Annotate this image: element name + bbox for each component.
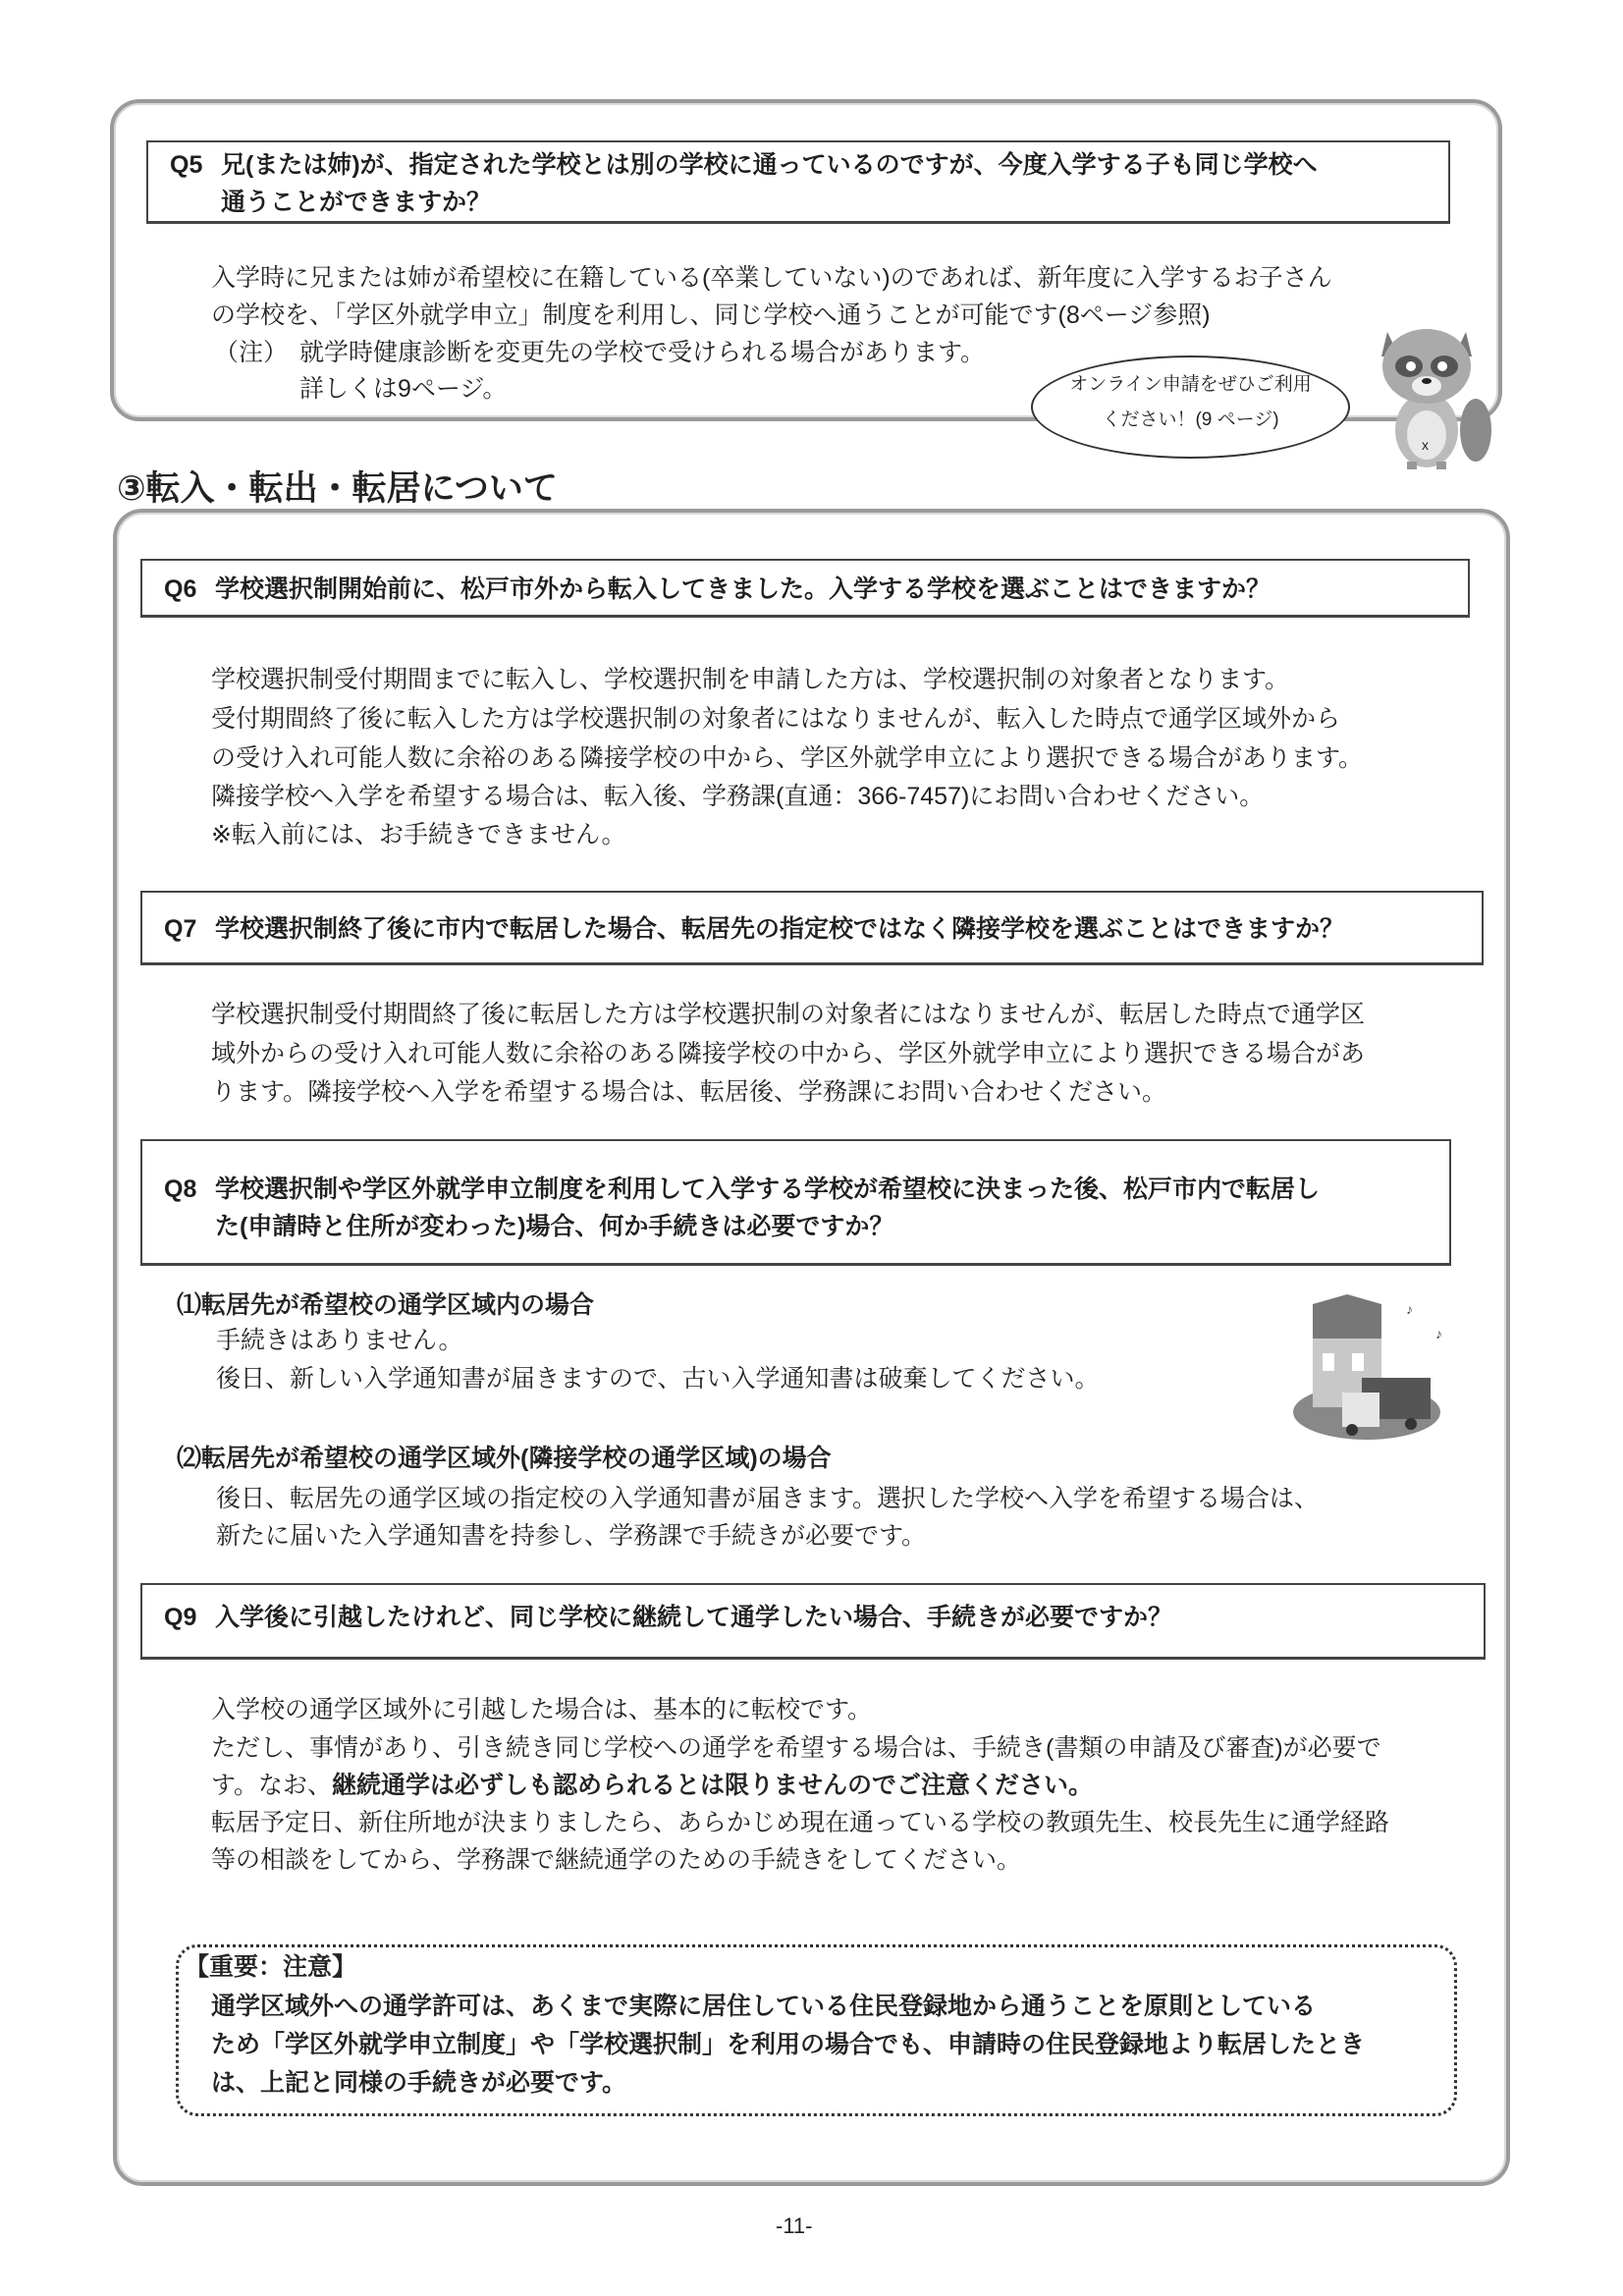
q6-answer-line: 学校選択制受付期間までに転入し、学校選択制を申請した方は、学校選択制の対象者となります。 (211, 666, 1290, 693)
house-moving-illustration (1288, 1294, 1465, 1442)
q6-answer-line: ※転入前には、お手続きできません。 (211, 821, 626, 848)
bubble-line1: オンライン申請をぜひご利用 (1069, 374, 1312, 395)
notice-line: ため「学区外就学申立制度」や「学校選択制」を利用の場合でも、申請時の住民登録地より転居したとき (211, 2031, 1366, 2058)
q8-case1-line: 手続きはありません。 (216, 1327, 463, 1354)
q9-answer-line3-plain: す。なお、 (211, 1772, 333, 1799)
q5-question-box (146, 140, 1450, 224)
q9-number: Q9 (164, 1604, 197, 1631)
q6-answer-line: 隣接学校へ入学を希望する場合は、転入後、学務課(直通：366-7457)にお問い合わせください。 (211, 783, 1265, 810)
q5-note-label: （注） (214, 339, 289, 366)
q9-answer-line3 (211, 1767, 1093, 1805)
q8-number: Q8 (164, 1175, 197, 1203)
q6-answer-line: 受付期間終了後に転入した方は学校選択制の対象者にはなりませんが、転入した時点で通学区域外から (211, 705, 1341, 733)
q7-question-box (140, 891, 1484, 965)
q9-question: 入学後に引越したけれど、同じ学校に継続して通学したい場合、手続きが必要ですか？ (215, 1604, 1173, 1631)
q5-answer-line2: の学校を、「学区外就学申立」制度を利用し、同じ学校へ通うことが可能です(8ページ参照) (211, 301, 1211, 329)
q5-answer-line1: 入学時に兄または姉が希望校に在籍している(卒業していない)のであれば、新年度に入学するお子さん (211, 264, 1332, 292)
svg-text:♪: ♪ (1406, 1301, 1413, 1317)
section-title: ③転入・転出・転居について (117, 469, 558, 508)
q6-question: 学校選択制開始前に、松戸市外から転入してきました。入学する学校を選ぶことはできますか？ (215, 575, 1271, 603)
q7-question: 学校選択制終了後に市内で転居した場合、転居先の指定校ではなく隣接学校を選ぶことはできますか？ (215, 915, 1345, 943)
q7-answer-line: 域外からの受け入れ可能人数に余裕のある隣接学校の中から、学区外就学申立により選択できる場合があ (211, 1040, 1366, 1067)
q8-case2-line: 新たに届いた入学通知書を持参し、学務課で手続きが必要です。 (216, 1522, 927, 1550)
q8-case1-line: 後日、新しい入学通知書が届きますので、古い入学通知書は破棄してください。 (216, 1365, 1100, 1393)
q6-number: Q6 (164, 575, 197, 603)
q9-question-box (140, 1583, 1486, 1660)
svg-text:♪: ♪ (1435, 1326, 1442, 1341)
page-number: -11- (776, 2214, 813, 2238)
q8-question-box (140, 1139, 1451, 1266)
q5-question-line2: 通うことができますか？ (221, 189, 492, 216)
raccoon-mascot-illustration (1360, 312, 1502, 469)
svg-text:x: x (1422, 437, 1429, 453)
q8-question-line2: た(申請時と住所が変わった)場合、何か手続きは必要ですか？ (215, 1213, 894, 1240)
q8-question-line1: 学校選択制や学区外就学申立制度を利用して入学する学校が希望校に決まった後、松戸市内で転居し (215, 1175, 1321, 1203)
q8-case2-line: 後日、転居先の通学区域の指定校の入学通知書が届きます。選択した学校へ入学を希望する場合は、 (216, 1485, 1320, 1512)
q9-answer-line1: 入学校の通学区域外に引越した場合は、基本的に転校です。 (211, 1696, 873, 1723)
q5-number: Q5 (170, 151, 203, 179)
q5-question-line1: 兄(または姉)が、指定された学校とは別の学校に通っているのですが、今度入学する子も同じ学校へ (221, 151, 1318, 179)
q5-note-line1: 就学時健康診断を変更先の学校で受けられる場合があります。 (299, 339, 986, 366)
q9-answer-line3-emphasis: 継続通学は必ずしも認められるとは限りませんのでご注意ください。 (332, 1772, 1094, 1799)
q9-answer-line2: ただし、事情があり、引き続き同じ学校への通学を希望する場合は、手続き(書類の申請及び審査)が必要で (211, 1734, 1381, 1762)
q7-answer-line: 学校選択制受付期間終了後に転居した方は学校選択制の対象者にはなりませんが、転居した時点で通学区 (211, 1001, 1366, 1028)
q8-case2-title: ⑵転居先が希望校の通学区域外(隣接学校の通学区域)の場合 (177, 1445, 832, 1472)
q5-note-line2: 詳しくは9ページ。 (299, 375, 508, 403)
q6-question-box (140, 559, 1470, 618)
bubble-line2: ください！(9 ページ) (1102, 410, 1279, 430)
notice-line: 通学区域外への通学許可は、あくまで実際に居住している住民登録地から通うことを原則としている (211, 1993, 1317, 2020)
q8-case1-title: ⑴転居先が希望校の通学区域内の場合 (177, 1291, 595, 1319)
q6-answer-line: の受け入れ可能人数に余裕のある隣接学校の中から、学区外就学申立により選択できる場合があります。 (211, 744, 1364, 772)
notice-line: は、上記と同様の手続きが必要です。 (211, 2069, 627, 2097)
q9-answer-line5: 等の相談をしてから、学務課で継続通学のための手続きをしてください。 (211, 1846, 1022, 1874)
notice-title: 【重要：注意】 (185, 1953, 357, 1981)
q7-number: Q7 (164, 915, 197, 943)
q7-answer-line: ります。隣接学校へ入学を希望する場合は、転居後、学務課にお問い合わせください。 (211, 1078, 1167, 1106)
q9-answer-line4: 転居予定日、新住所地が決まりましたら、あらかじめ現在通っている学校の教頭先生、校長先生に通学経路 (211, 1809, 1390, 1836)
online-speech-bubble (1031, 355, 1350, 459)
